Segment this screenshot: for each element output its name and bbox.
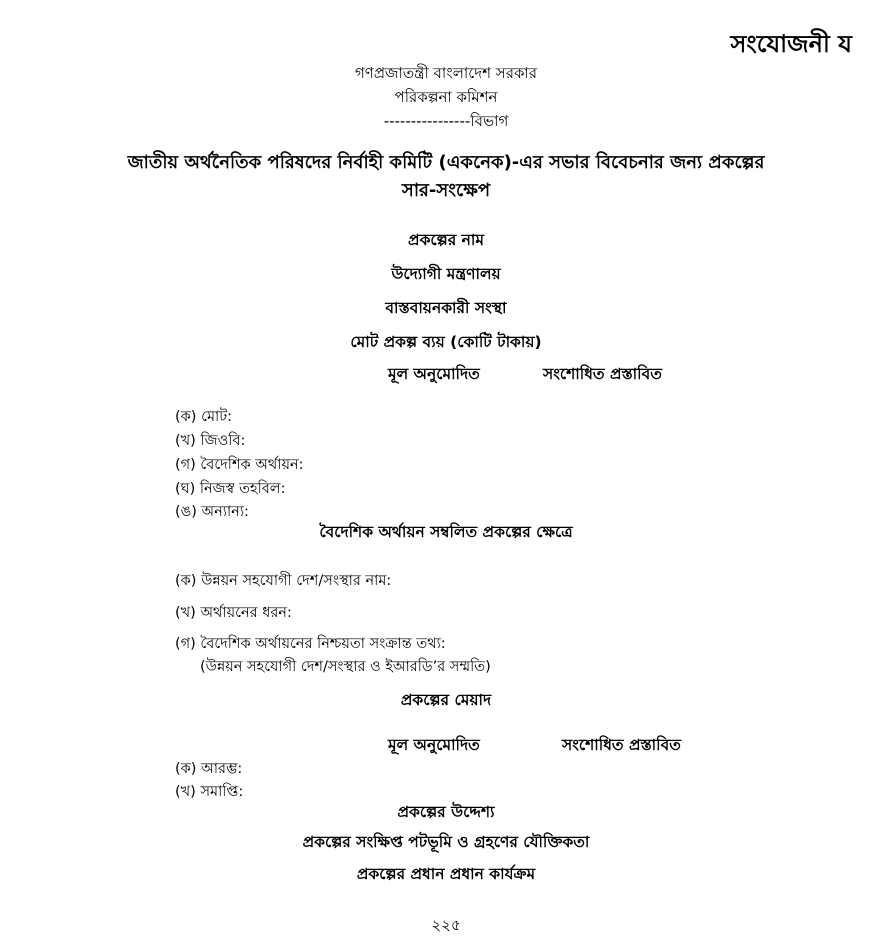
- cost-item: (গ) বৈদেশিক অর্থায়ন:: [175, 457, 304, 473]
- document-title-line-1: জাতীয় অর্থনৈতিক পরিষদের নির্বাহী কমিটি (একনেক)-এর সভার বিবেচনার জন্য প্রকল্পের: [127, 152, 765, 173]
- duration-item: (ক) আরম্ভ:: [175, 761, 243, 777]
- cost-item: (ঘ) নিজস্ব তহবিল:: [175, 481, 286, 497]
- objectives-heading: প্রকল্পের উদ্দেশ্য: [397, 803, 495, 821]
- cost-column-revised: সংশোধিত প্রস্তাবিত: [543, 365, 662, 383]
- foreign-item: (ক) উন্নয়ন সহযোগী দেশ/সংস্থার নাম:: [175, 573, 392, 589]
- foreign-item: (গ) বৈদেশিক অর্থায়নের নিশ্চয়তা সংক্রান্ত তথ্য:: [175, 636, 446, 652]
- division-line: ----------------বিভাগ: [383, 112, 509, 130]
- duration-heading: প্রকল্পের মেয়াদ: [400, 691, 492, 709]
- annex-label: সংযোজনী য: [730, 30, 852, 58]
- page-number: ২২৫: [431, 916, 461, 934]
- duration-column-revised: সংশোধিত প্রস্তাবিত: [562, 736, 681, 754]
- sponsoring-ministry-heading: উদ্যোগী মন্ত্রণালয়: [391, 265, 501, 283]
- background-heading: প্রকল্পের সংক্ষিপ্ত পটভূমি ও গ্রহণের যৌক্তিকতা: [302, 833, 590, 851]
- government-name: গণপ্রজাতন্ত্রী বাংলাদেশ সরকার: [354, 64, 538, 82]
- main-activities-heading: প্রকল্পের প্রধান প্রধান কার্যক্রম: [356, 865, 536, 883]
- commission-name: পরিকল্পনা কমিশন: [394, 88, 498, 106]
- executing-agency-heading: বাস্তবায়নকারী সংস্থা: [385, 299, 507, 317]
- foreign-financing-heading: বৈদেশিক অর্থায়ন সম্বলিত প্রকল্পের ক্ষেত্রে: [319, 523, 573, 541]
- cost-item: (খ) জিওবি:: [175, 433, 246, 449]
- document-title-line-2: সার-সংক্ষেপ: [401, 180, 491, 201]
- cost-item: (ক) মোট:: [175, 409, 232, 425]
- project-name-heading: প্রকল্পের নাম: [408, 231, 484, 249]
- cost-item: (ঙ) অন্যান্য:: [175, 504, 249, 520]
- total-cost-heading: মোট প্রকল্প ব্যয় (কোটি টাকায়): [350, 333, 542, 351]
- foreign-note: (উন্নয়ন সহযোগী দেশ/সংস্থার ও ইআরডি’র সম্মতি): [200, 659, 491, 675]
- foreign-item: (খ) অর্থায়নের ধরন:: [175, 605, 292, 621]
- cost-column-original: মূল অনুমোদিত: [388, 365, 480, 383]
- duration-item: (খ) সমাপ্তি:: [175, 784, 244, 800]
- duration-column-original: মূল অনুমোদিত: [388, 736, 480, 754]
